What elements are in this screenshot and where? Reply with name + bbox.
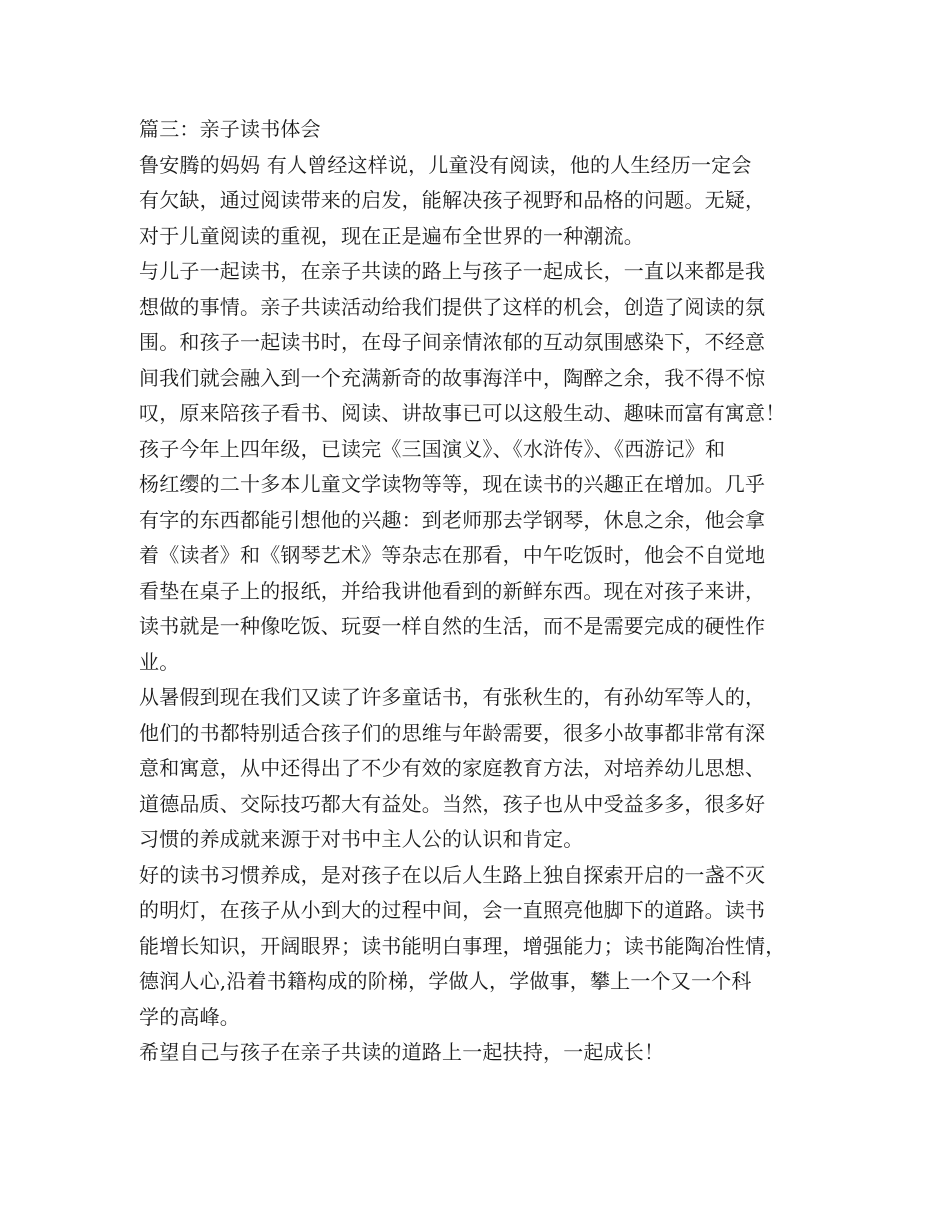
text-line: 从暑假到现在我们又读了许多童话书，有张秋生的，有孙幼军等人的， <box>139 685 766 709</box>
text-line: 意和寓意，从中还得出了不少有效的家庭教育方法，对培养幼儿思想、 <box>139 756 766 780</box>
text-line: 着《读者》和《钢琴艺术》等杂志在那看，中午吃饭时，他会不自觉地 <box>139 543 766 567</box>
text-line: 好的读书习惯养成，是对孩子在以后人生路上独自探索开启的一盏不灭 <box>139 862 766 887</box>
text-line: 德润人心,沿着书籍构成的阶梯，学做人，学做事，攀上一个又一个科 <box>139 969 752 993</box>
text-line: 对于儿童阅读的重视，现在正是遍布全世界的一种潮流。 <box>139 223 644 248</box>
text-line: 有字的东西都能引想他的兴趣：到老师那去学钢琴，休息之余，他会拿 <box>139 507 766 532</box>
text-line: 杨红缨的二十多本儿童文学读物等等，现在读书的兴趣正在增加。几乎 <box>139 472 766 496</box>
text-line: 鲁安腾的妈妈 有人曾经这样说，儿童没有阅读，他的人生经历一定会 <box>139 152 752 177</box>
text-line: 业。 <box>139 649 180 674</box>
text-line: 叹，原来陪孩子看书、阅读、讲故事已可以这般生动、趣味而富有寓意！ <box>139 401 786 425</box>
text-line: 想做的事情。亲子共读活动给我们提供了这样的机会，创造了阅读的氛 <box>139 294 766 319</box>
text-line: 与儿子一起读书，在亲子共读的路上与孩子一起成长，一直以来都是我 <box>139 259 766 283</box>
text-line: 读书就是一种像吃饭、玩耍一样自然的生活，而不是需要完成的硬性作 <box>139 614 766 638</box>
text-line: 有欠缺，通过阅读带来的启发，能解决孩子视野和品格的问题。无疑， <box>139 188 766 212</box>
text-line: 能增长知识，开阔眼界；读书能明白事理，增强能力；读书能陶冶性情， <box>139 933 786 958</box>
text-line: 习惯的养成就来源于对书中主人公的认识和肯定。 <box>139 827 584 851</box>
text-line: 看垫在桌子上的报纸，并给我讲他看到的新鲜东西。现在对孩子来讲， <box>139 578 766 603</box>
text-line: 的明灯，在孩子从小到大的过程中间，会一直照亮他脚下的道路。读书 <box>139 898 766 922</box>
text-line: 围。和孩子一起读书时，在母子间亲情浓郁的互动氛围感染下，不经意 <box>139 330 766 354</box>
document-body <box>139 112 829 1071</box>
text-line: 学的高峰。 <box>139 1004 240 1029</box>
text-line: 道德品质、交际技巧都大有益处。当然，孩子也从中受益多多，很多好 <box>139 791 766 816</box>
text-line: 他们的书都特别适合孩子们的思维与年龄需要，很多小故事都非常有深 <box>139 720 766 745</box>
text-line: 希望自己与孩子在亲子共读的道路上一起扶持，一起成长！ <box>139 1040 665 1064</box>
text-line: 间我们就会融入到一个充满新奇的故事海洋中，陶醉之余，我不得不惊 <box>139 365 766 390</box>
document-title: 篇三：亲子读书体会 <box>139 117 321 141</box>
text-line: 孩子今年上四年级，已读完《三国演义》、《水浒传》、《西游记》和 <box>139 436 726 461</box>
